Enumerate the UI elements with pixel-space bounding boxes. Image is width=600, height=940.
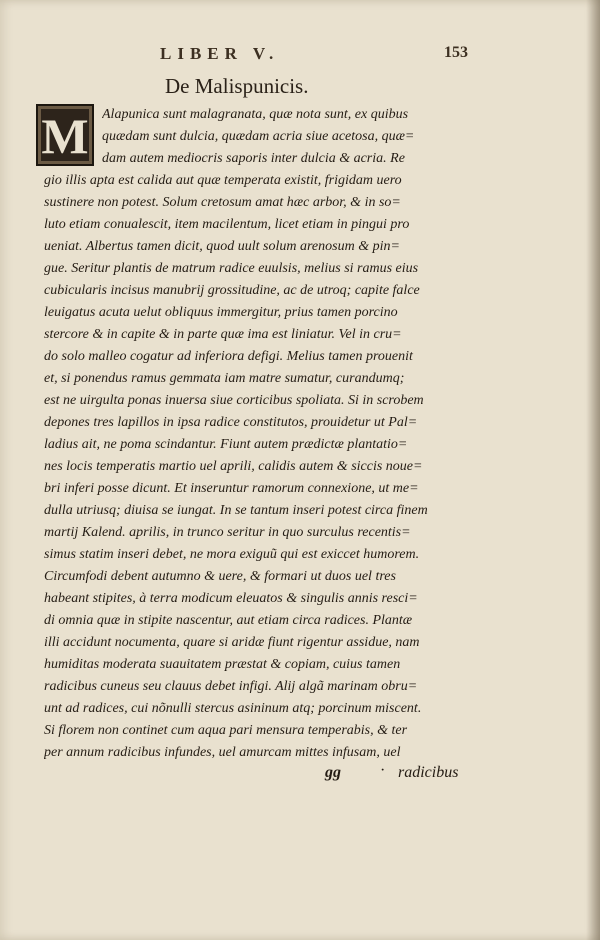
text-line: martij Kalend. aprilis, in trunco seritur in quo surculus recentis= <box>44 525 411 540</box>
folio-number: 153 <box>444 44 468 61</box>
separator-dot: · <box>380 762 386 779</box>
text-line: illi accidunt nocumenta, quare si aridæ fiunt rigentur assidue, nam <box>44 635 420 650</box>
initial-letter: M <box>41 108 89 164</box>
text-line: humiditas moderata suauitatem præstat & copiam, cuius tamen <box>44 657 401 672</box>
running-title: LIBER V. <box>160 44 280 63</box>
text-line: et, si ponendus ramus gemmata iam matre sumatur, curandumq; <box>44 371 405 386</box>
text-line: Si florem non continet cum aqua pari mensura temperabis, & ter <box>44 723 408 738</box>
text-line: gio illis apta est calida aut quæ temperata existit, frigidam uero <box>44 173 402 188</box>
text-line: ladius ait, ne poma scindantur. Fiunt autem prædictæ plantatio= <box>44 437 408 452</box>
decorated-initial <box>36 104 94 166</box>
text-line: quædam sunt dulcia, quædam acria siue acetosa, quæ= <box>102 129 415 144</box>
text-line: radicibus cuneus seu clauus debet infigi. Alij algã marinam obru= <box>44 679 418 694</box>
text-line: unt ad radices, cui nõnulli stercus asininum atq; porcinum miscent. <box>44 701 422 716</box>
text-line: simus statim inseri debet, ne mora exiguũ qui est exiccet humorem. <box>44 547 420 562</box>
running-head <box>0 44 600 70</box>
catchword: radicibus <box>398 764 459 781</box>
text-line: Alapunica sunt malagranata, quæ nota sunt, ex quibus <box>102 107 409 122</box>
text-line: nes locis temperatis martio uel aprili, calidis autem & siccis noue= <box>44 459 423 474</box>
signature-mark: gg <box>325 764 341 781</box>
chapter-title: De Malispunicis. <box>165 74 309 98</box>
page-gutter-shadow <box>586 0 600 940</box>
text-line: est ne uirgulta ponas inuersa siue corticibus spoliata. Si in scrobem <box>44 393 424 408</box>
text-line: stercore & in capite & in parte quæ ima est liniatur. Vel in cru= <box>44 327 402 342</box>
text-line: di omnia quæ in stipite nascentur, aut etiam circa radices. Plantæ <box>44 613 413 628</box>
text-line: leuigatus acuta uelut obliquus immergitur, prius tamen porcino <box>44 305 398 320</box>
text-line: luto etiam conualescit, item macilentum, licet etiam in pingui pro <box>44 217 410 232</box>
text-line: bri inferi posse dicunt. Et inseruntur ramorum connexione, ut me= <box>44 481 419 496</box>
text-line: depones tres lapillos in ipsa radice constitutos, prouidetur ut Pal= <box>44 415 418 430</box>
text-line: dam autem mediocris saporis inter dulcia & acria. Re <box>102 151 405 166</box>
text-line: per annum radicibus infundes, uel amurcam mittes infusam, uel <box>44 745 401 760</box>
text-line: habeant stipites, à terra modicum eleuatos & singulis annis resci= <box>44 591 418 606</box>
text-line: sustinere non potest. Solum cretosum amat hæc arbor, & in so= <box>44 195 401 210</box>
text-line: ueniat. Albertus tamen dicit, quod uult solum arenosum & pin= <box>44 239 400 254</box>
text-line: gue. Seritur plantis de matrum radice euulsis, melius si ramus eius <box>44 261 419 276</box>
text-line: dulla utriusq; diuisa se iungat. In se tantum inseri potest circa finem <box>44 503 428 518</box>
text-line: Circumfodi debent autumno & uere, & formari ut duos uel tres <box>44 569 396 584</box>
text-line: cubicularis incisus manubrij grossitudine, ac de utroq; capite falce <box>44 283 420 298</box>
text-line: do solo malleo cogatur ad inferiora defigi. Melius tamen prouenit <box>44 349 413 364</box>
